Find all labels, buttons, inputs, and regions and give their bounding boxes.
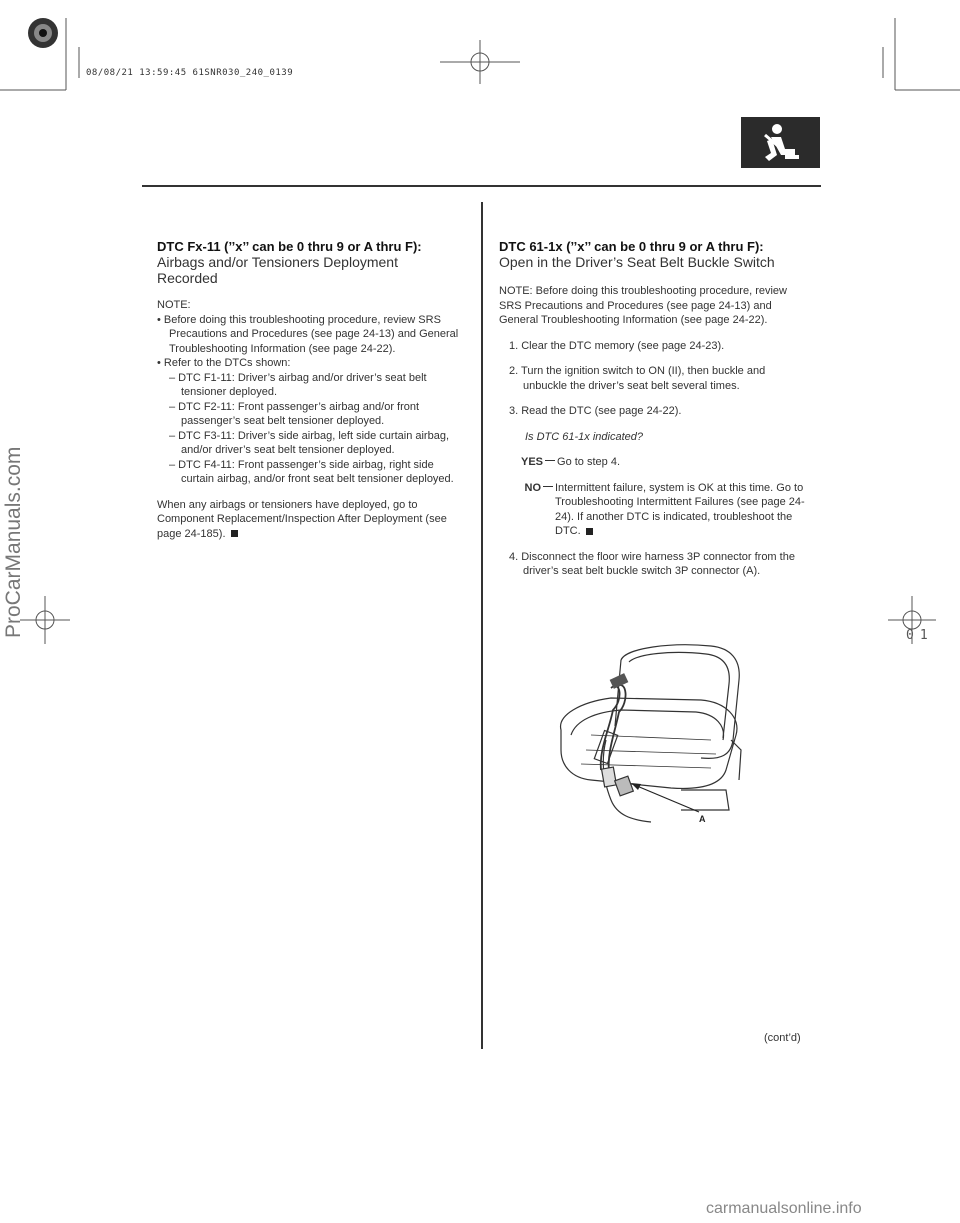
connector-a-label: A: [699, 814, 706, 824]
note-label: NOTE:: [157, 299, 191, 311]
dtc-f3-item: – DTC F3-11: Driver’s side airbag, left side curtain airbag, and/or driver’s seat belt tensioner deployed.: [169, 429, 450, 456]
print-stamp: 08/08/21 13:59:45 61SNR030_240_0139: [86, 68, 294, 78]
end-square-icon: [231, 530, 238, 537]
left-body: [157, 298, 467, 541]
right-body: [499, 284, 809, 579]
dtc-f4-item: – DTC F4-11: Front passenger’s side airbag, right side curtain airbag, and/or front seat belt tensioner deployed.: [169, 458, 454, 485]
dtc-question: Is DTC 61-1x indicated?: [525, 430, 643, 443]
right-note: NOTE: Before doing this troubleshooting procedure, review SRS Precautions and Procedures (see page 24-13) and General Troubleshooting Information (see page 24-22).: [499, 285, 787, 326]
header-rule: [142, 185, 821, 187]
note-bullet-precautions: • Before doing this troubleshooting procedure, review SRS Precautions and Procedures (see page 24-13) and General Troubleshooting Information (see page 24-22).: [157, 313, 459, 355]
page-code: 01: [906, 628, 934, 643]
deployment-instruction-text: When any airbags or tensioners have deployed, go to Component Replacement/Inspection After Deployment (see page 24-185).: [157, 498, 447, 540]
step-3: 3. Read the DTC (see page 24-22).: [509, 405, 682, 417]
left-dtc-subtitle: [157, 254, 467, 286]
yes-answer: [499, 455, 809, 470]
side-watermark: ProCarManuals.com: [2, 446, 25, 638]
no-label: NO: [521, 481, 555, 539]
step-1: 1. Clear the DTC memory (see page 24-23).: [509, 339, 725, 352]
no-text-wrap: [555, 481, 809, 539]
footer-site-watermark: carmanualsonline.info: [706, 1200, 862, 1217]
left-dtc-heading: DTC Fx-11 (’’x’’ can be 0 thru 9 or A thru F):: [157, 239, 422, 254]
column-divider: [481, 202, 483, 1049]
right-dtc-subtitle: Open in the Driver’s Seat Belt Buckle Switch: [499, 254, 775, 270]
deployment-instruction: [157, 498, 467, 542]
left-subtitle-line2: Recorded: [157, 270, 218, 286]
dtc-f2-item: – DTC F2-11: Front passenger’s airbag and/or front passenger’s seat belt tensioner deployed.: [169, 400, 420, 427]
no-text: Intermittent failure, system is OK at this time. Go to Troubleshooting Intermittent Failures (see page 24-24). If another DTC is indicated, troubleshoot the DTC.: [555, 481, 805, 537]
dtc-f1-item: – DTC F1-11: Driver’s airbag and/or driver’s seat belt tensioner deployed.: [169, 371, 427, 398]
seat-belt-icon: [741, 117, 820, 168]
left-subtitle-line1: Airbags and/or Tensioners Deployment: [157, 254, 398, 270]
step-4: 4. Disconnect the floor wire harness 3P connector from the driver’s seat belt buckle switch 3P connector (A).: [509, 550, 795, 577]
seat-connector-illustration: [551, 640, 746, 830]
step-2: 2. Turn the ignition switch to ON (II), then buckle and unbuckle the driver’s seat belt several times.: [509, 365, 766, 392]
target-dot-icon: [28, 18, 58, 48]
yes-label: YES: [521, 455, 557, 470]
no-answer: [499, 481, 809, 539]
end-square-icon: [586, 528, 593, 535]
right-dtc-heading: DTC 61-1x (’’x’’ can be 0 thru 9 or A thru F):: [499, 239, 764, 254]
note-bullet-refer: • Refer to the DTCs shown:: [157, 357, 291, 369]
continued-label: (cont’d): [764, 1032, 801, 1044]
yes-text: Go to step 4.: [557, 456, 620, 468]
